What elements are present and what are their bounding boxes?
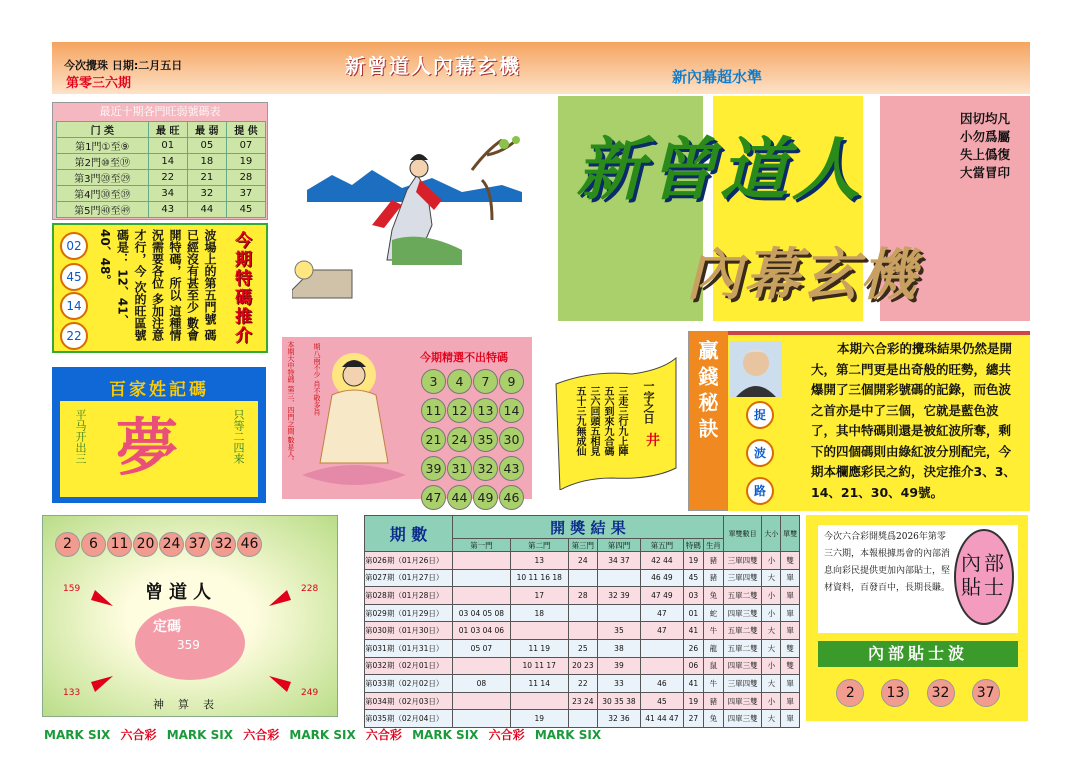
big-title-sub: 內幕玄機 — [686, 243, 918, 308]
table-cell: 37 — [226, 186, 265, 202]
table-cell: 單 — [781, 675, 800, 693]
table-cell — [453, 552, 511, 570]
table-cell: 第4門㉚至㊴ — [57, 186, 149, 202]
table-cell — [568, 569, 597, 587]
table-cell: 兔 — [703, 710, 723, 728]
table-cell: 10 11 16 18 — [510, 569, 568, 587]
table-cell: 26 — [683, 639, 703, 657]
header-banner — [52, 42, 1030, 94]
footer-item: 六合彩 — [120, 728, 157, 742]
table-cell: 豬 — [703, 552, 723, 570]
table-cell: 第031期（01月31日） — [365, 639, 453, 657]
tip-ball: 捉 — [746, 401, 774, 429]
scroll-lines — [572, 386, 628, 466]
table-cell: 單 — [781, 587, 800, 605]
story-text — [94, 229, 218, 351]
table-cell: 34 37 — [597, 552, 640, 570]
table-cell: 小 — [762, 552, 781, 570]
table-cell: 第3門⑳至㉙ — [57, 170, 149, 186]
table-cell: 22 — [148, 170, 187, 186]
arrows-decoration — [43, 516, 339, 718]
tips-box — [818, 525, 1018, 633]
table-cell: 兔 — [703, 587, 723, 605]
table-cell: 18 — [187, 154, 226, 170]
table-cell — [568, 710, 597, 728]
number-ball: 2 — [836, 679, 864, 707]
tips-badge: 內部貼士 — [954, 529, 1014, 625]
table-cell: 41 44 47 — [640, 710, 683, 728]
table-cell: 44 — [187, 202, 226, 218]
odd-even-count-header: 單雙數目 — [723, 516, 762, 552]
table-cell: 42 44 — [640, 552, 683, 570]
table-cell — [640, 639, 683, 657]
table-cell: 03 — [683, 587, 703, 605]
number-ball: 2 — [55, 532, 80, 557]
story-line: 波場上的第五門號 — [203, 229, 217, 325]
table-row — [57, 186, 266, 202]
table-cell: 45 — [226, 202, 265, 218]
scroll-head: 一字之日 — [642, 380, 655, 424]
big-title-block — [558, 96, 1030, 321]
center-number: 359 — [177, 638, 200, 652]
scroll-line: 五六到來九合碼 — [602, 386, 613, 456]
table-cell: 四單三雙 — [723, 692, 762, 710]
table-cell: 豬 — [703, 692, 723, 710]
table-cell: 大 — [762, 675, 781, 693]
table-cell: 08 — [453, 675, 511, 693]
draw-results-table — [364, 515, 800, 728]
excluded-ball: 44 — [447, 485, 472, 510]
table-row — [365, 657, 800, 675]
corner-number: 133 — [63, 688, 81, 698]
table-cell: 小 — [762, 587, 781, 605]
table-cell: 39 — [597, 657, 640, 675]
table-cell: 大 — [762, 569, 781, 587]
footer-item: MARK SIX — [44, 728, 111, 742]
excluded-ball: 31 — [447, 456, 472, 481]
table-cell — [510, 692, 568, 710]
table-cell: 四單三雙 — [723, 710, 762, 728]
excluded-ball: 14 — [499, 398, 524, 423]
table-row — [57, 202, 266, 218]
table-cell: 五單二雙 — [723, 587, 762, 605]
table-row — [57, 154, 266, 170]
table-cell: 01 — [683, 604, 703, 622]
table-row — [365, 692, 800, 710]
dream-right-text: 只等二四来 — [232, 409, 245, 464]
poem-line: 期八兩不少 — [313, 343, 321, 378]
story-line: 多加注意才行，今 — [133, 229, 165, 342]
tips-bar-title: 內部貼士波 — [818, 641, 1018, 667]
table-cell: 19 — [683, 692, 703, 710]
table-cell: 第2門⑩至⑲ — [57, 154, 149, 170]
poem-line: 第三、四門之間 — [287, 385, 295, 435]
table-cell: 27 — [683, 710, 703, 728]
table-cell: 47 — [640, 622, 683, 640]
col-header: 第二門 — [510, 539, 568, 552]
poem-line: 數是人。 — [287, 436, 295, 465]
table-cell: 14 — [148, 154, 187, 170]
col-header: 第五門 — [640, 539, 683, 552]
footer-item: MARK SIX — [534, 728, 602, 742]
table-cell — [510, 622, 568, 640]
footer-item: MARK SIX — [412, 728, 479, 742]
table-cell: 21 — [187, 170, 226, 186]
table-cell — [453, 569, 511, 587]
col-header: 第三門 — [568, 539, 597, 552]
table-cell: 三單四雙 — [723, 552, 762, 570]
scroll-line: 三走三行九上陣 — [616, 386, 627, 456]
story-line: 次的旺區號碼是： — [115, 229, 147, 342]
table-cell — [640, 657, 683, 675]
table-cell: 25 — [568, 639, 597, 657]
table-cell: 單 — [781, 692, 800, 710]
tip-ball: 路 — [746, 477, 774, 505]
table-cell: 22 — [568, 675, 597, 693]
col-header: 特碼 — [683, 539, 703, 552]
col-header: 生肖 — [703, 539, 723, 552]
excluded-ball: 43 — [499, 456, 524, 481]
table-cell: 單 — [781, 622, 800, 640]
hot-numbers-panel — [52, 102, 268, 220]
footer-marquee — [44, 726, 1034, 746]
excluded-ball: 4 — [447, 369, 472, 394]
table-cell: 34 — [148, 186, 187, 202]
excluded-ball: 39 — [421, 456, 446, 481]
hot-header: 最 旺 — [148, 122, 187, 138]
table-cell: 豬 — [703, 569, 723, 587]
poem-line: 本期大中特碼 — [287, 341, 295, 383]
tips-paragraph: 今次六合彩開獎爲2026年第零三六期，本報根據馬會的內部消息向彩民提供更加內部貼士，堅材資料，百發百中，長期長賺。 — [824, 532, 951, 593]
table-cell: 01 — [148, 138, 187, 154]
story-line: 碼已經沒有甚至少 — [185, 229, 217, 342]
win-secret-paragraph: 本期六合彩的攪珠結果仍然是開大，第二門更是出奇般的旺勢，總共爆開了三個開彩號碼的記錄，而色波之首亦是中了三個，它就是藍色波了，其中特碼則還是被紅波所奪，剩下的四個碼則由綠紅波分別配完，今期本欄應彩民之約，決定推介3、3、14、21、30、49號。 — [811, 341, 1016, 500]
table-cell: 大 — [762, 622, 781, 640]
table-cell: 牛 — [703, 675, 723, 693]
story-line: 12、41、40、48。 — [98, 229, 130, 327]
table-cell: 大 — [762, 710, 781, 728]
scroll-line: 五十三九無成仙 — [574, 386, 585, 456]
excluded-ball: 13 — [473, 398, 498, 423]
win-secret-title-panel — [688, 331, 728, 511]
table-cell: 41 — [683, 675, 703, 693]
number-ball: 46 — [237, 532, 262, 557]
table-cell: 45 — [640, 692, 683, 710]
scroll-char: 井 — [646, 433, 660, 449]
table-cell: 小 — [762, 657, 781, 675]
table-cell: 11 19 — [510, 639, 568, 657]
table-cell: 五單二雙 — [723, 622, 762, 640]
number-ball: 24 — [159, 532, 184, 557]
title-poem — [960, 110, 1010, 182]
tips-ball-row — [818, 671, 1018, 715]
poem-line: 失上僞復 — [960, 147, 1011, 162]
table-cell: 07 — [226, 138, 265, 154]
table-cell: 19 — [510, 710, 568, 728]
excluded-ball: 7 — [473, 369, 498, 394]
footer-item: MARK SIX — [289, 728, 356, 742]
scroll-riddle — [552, 350, 686, 490]
table-cell: 蛇 — [703, 604, 723, 622]
table-cell: 43 — [148, 202, 187, 218]
table-cell: 單 — [781, 569, 800, 587]
table-cell: 30 35 38 — [597, 692, 640, 710]
immortal-illustration — [292, 130, 524, 310]
excluded-ball: 24 — [447, 427, 472, 452]
poem-line: 因切均凡 — [960, 111, 1011, 126]
story-side-title: 今期特碼推介 — [231, 231, 251, 345]
table-cell: 01 03 04 06 — [453, 622, 511, 640]
bottom-label: 神算表 — [153, 698, 228, 711]
draw-results-panel — [364, 515, 800, 724]
table-cell — [453, 692, 511, 710]
table-cell: 46 49 — [640, 569, 683, 587]
number-ball: 6 — [81, 532, 106, 557]
number-ball: 37 — [185, 532, 210, 557]
win-secret-panel — [728, 331, 1030, 511]
hot-header: 提 供 — [226, 122, 265, 138]
arc-title: 曾道人 — [145, 582, 217, 603]
col-header: 第一門 — [453, 539, 511, 552]
story-line: 這種情況需要各位 — [150, 229, 182, 342]
number-ball: 11 — [107, 532, 132, 557]
table-cell: 三單四雙 — [723, 569, 762, 587]
excluded-ball: 32 — [473, 456, 498, 481]
table-cell: 47 49 — [640, 587, 683, 605]
table-cell: 20 23 — [568, 657, 597, 675]
table-cell: 19 — [683, 552, 703, 570]
dream-inner — [60, 401, 258, 497]
table-cell: 大 — [762, 639, 781, 657]
corner-number: 159 — [63, 584, 81, 594]
table-cell: 五單二雙 — [723, 639, 762, 657]
table-cell: 小 — [762, 692, 781, 710]
excluded-ball: 12 — [447, 398, 472, 423]
dream-char: 夢 — [116, 411, 179, 484]
center-label: 定碼 — [153, 619, 181, 635]
table-row — [365, 710, 800, 728]
table-row — [365, 675, 800, 693]
table-cell: 第034期（02月03日） — [365, 692, 453, 710]
hot-table-caption: 最近十期各門旺弱號碼表 — [99, 105, 221, 118]
footer-item: MARK SIX — [166, 728, 234, 742]
table-cell: 第030期（01月30日） — [365, 622, 453, 640]
table-cell: 17 — [510, 587, 568, 605]
excluded-ball: 11 — [421, 398, 446, 423]
table-cell: 第032期（02月01日） — [365, 657, 453, 675]
dream-left-text: 平马开出三 — [74, 409, 87, 464]
win-secret-title: 贏錢秘訣 — [695, 340, 719, 444]
table-row — [365, 639, 800, 657]
page-subtitle: 新內幕超水準 — [672, 68, 763, 86]
table-row — [365, 587, 800, 605]
table-cell — [597, 604, 640, 622]
recommend-story-panel — [52, 223, 268, 353]
footer-item: 六合彩 — [488, 728, 525, 742]
footer-item: 六合彩 — [243, 728, 280, 742]
table-cell: 四單三雙 — [723, 657, 762, 675]
table-cell: 41 — [683, 622, 703, 640]
table-cell — [453, 710, 511, 728]
table-cell: 28 — [226, 170, 265, 186]
number-ball: 22 — [60, 322, 88, 350]
number-ball: 14 — [60, 292, 88, 320]
number-ball: 45 — [60, 263, 88, 291]
table-cell: 第029期（01月29日） — [365, 604, 453, 622]
table-cell: 13 — [510, 552, 568, 570]
big-title-main: 新曾道人 — [576, 131, 865, 210]
table-cell: 11 14 — [510, 675, 568, 693]
draw-date: 今次攪珠 日期:二月五日 — [64, 59, 183, 72]
table-cell: 10 11 17 — [510, 657, 568, 675]
table-cell: 33 — [597, 675, 640, 693]
table-cell: 46 — [640, 675, 683, 693]
table-cell: 龍 — [703, 639, 723, 657]
table-cell: 第5門㊵至㊾ — [57, 202, 149, 218]
dream-panel — [52, 367, 266, 503]
footer-item: 六合彩 — [365, 728, 402, 742]
table-cell: 32 — [187, 186, 226, 202]
hot-header: 门 类 — [57, 122, 149, 138]
excluded-numbers — [420, 349, 530, 513]
table-cell: 05 07 — [453, 639, 511, 657]
poem-line: 小勿爲屬 — [960, 129, 1011, 144]
table-cell: 28 — [568, 587, 597, 605]
hot-header: 最 弱 — [187, 122, 226, 138]
excluded-ball: 30 — [499, 427, 524, 452]
table-cell: 第026期（01月26日） — [365, 552, 453, 570]
odd-even-header: 單雙 — [781, 516, 800, 552]
corner-number: 228 — [301, 584, 319, 594]
table-cell: 第028期（01月28日） — [365, 587, 453, 605]
table-cell: 45 — [683, 569, 703, 587]
excluded-title: 今期精選不出特碼 — [420, 351, 508, 364]
table-cell: 雙 — [781, 657, 800, 675]
table-cell: 32 36 — [597, 710, 640, 728]
table-cell: 三單四雙 — [723, 675, 762, 693]
excluded-ball: 3 — [421, 369, 446, 394]
table-cell: 47 — [640, 604, 683, 622]
poem-line: 肖不敬多肖 — [313, 380, 321, 416]
excluded-ball: 49 — [473, 485, 498, 510]
scroll-line: 三六回頭五相見 — [588, 386, 599, 456]
table-cell: 雙 — [781, 639, 800, 657]
excluded-ball: 21 — [421, 427, 446, 452]
col-header: 第四門 — [597, 539, 640, 552]
period-header: 期 數 — [365, 516, 453, 552]
table-cell: 19 — [226, 154, 265, 170]
number-ball: 37 — [972, 679, 1000, 707]
table-cell: 38 — [597, 639, 640, 657]
dream-title: 百家姓記碼 — [109, 380, 209, 400]
table-cell — [453, 587, 511, 605]
excluded-ball: 35 — [473, 427, 498, 452]
hot-numbers-table — [56, 121, 266, 218]
excluded-ball: 46 — [499, 485, 524, 510]
page-title: 新曾道人內幕玄機 — [345, 54, 521, 78]
table-cell — [597, 569, 640, 587]
issue-number: 第零三六期 — [66, 76, 132, 91]
excluded-ball: 47 — [421, 485, 446, 510]
table-row — [57, 170, 266, 186]
excluded-ball-grid — [420, 368, 530, 513]
table-cell: 第033期（02月02日） — [365, 675, 453, 693]
table-cell — [568, 622, 597, 640]
story-line: 數會開特碼，所以 — [168, 229, 200, 342]
table-cell — [453, 657, 511, 675]
table-cell: 06 — [683, 657, 703, 675]
table-cell: 牛 — [703, 622, 723, 640]
table-cell: 18 — [510, 604, 568, 622]
inside-tips-panel — [806, 515, 1028, 721]
table-cell: 23 24 — [568, 692, 597, 710]
number-ball: 13 — [881, 679, 909, 707]
table-cell: 小 — [762, 604, 781, 622]
table-cell: 35 — [597, 622, 640, 640]
guanyin-illustration — [292, 345, 412, 495]
table-cell: 雙 — [781, 552, 800, 570]
table-cell — [568, 604, 597, 622]
table-cell: 單 — [781, 604, 800, 622]
results-header: 開 獎 結 果 — [453, 516, 724, 539]
table-cell: 24 — [568, 552, 597, 570]
number-ball: 20 — [133, 532, 158, 557]
table-row — [57, 138, 266, 154]
table-cell: 第1門①至⑨ — [57, 138, 149, 154]
poem-line: 大當冒印 — [960, 165, 1011, 180]
number-ball: 02 — [60, 232, 88, 260]
table-row — [365, 569, 800, 587]
tip-ball: 波 — [746, 439, 774, 467]
table-row — [365, 604, 800, 622]
number-ball: 32 — [927, 679, 955, 707]
table-cell: 第035期（02月04日） — [365, 710, 453, 728]
table-cell: 鼠 — [703, 657, 723, 675]
excluded-numbers-panel — [282, 337, 532, 505]
number-ball: 32 — [211, 532, 236, 557]
table-cell: 單 — [781, 710, 800, 728]
fixed-code-panel — [42, 515, 338, 717]
author-portrait — [730, 341, 782, 397]
table-cell: 第027期（01月27日） — [365, 569, 453, 587]
table-cell: 05 — [187, 138, 226, 154]
table-cell: 03 04 05 08 — [453, 604, 511, 622]
table-cell: 四單三雙 — [723, 604, 762, 622]
table-cell: 32 39 — [597, 587, 640, 605]
excluded-ball: 9 — [499, 369, 524, 394]
corner-number: 249 — [301, 688, 319, 698]
big-small-header: 大小 — [762, 516, 781, 552]
table-row — [365, 622, 800, 640]
table-row — [365, 552, 800, 570]
